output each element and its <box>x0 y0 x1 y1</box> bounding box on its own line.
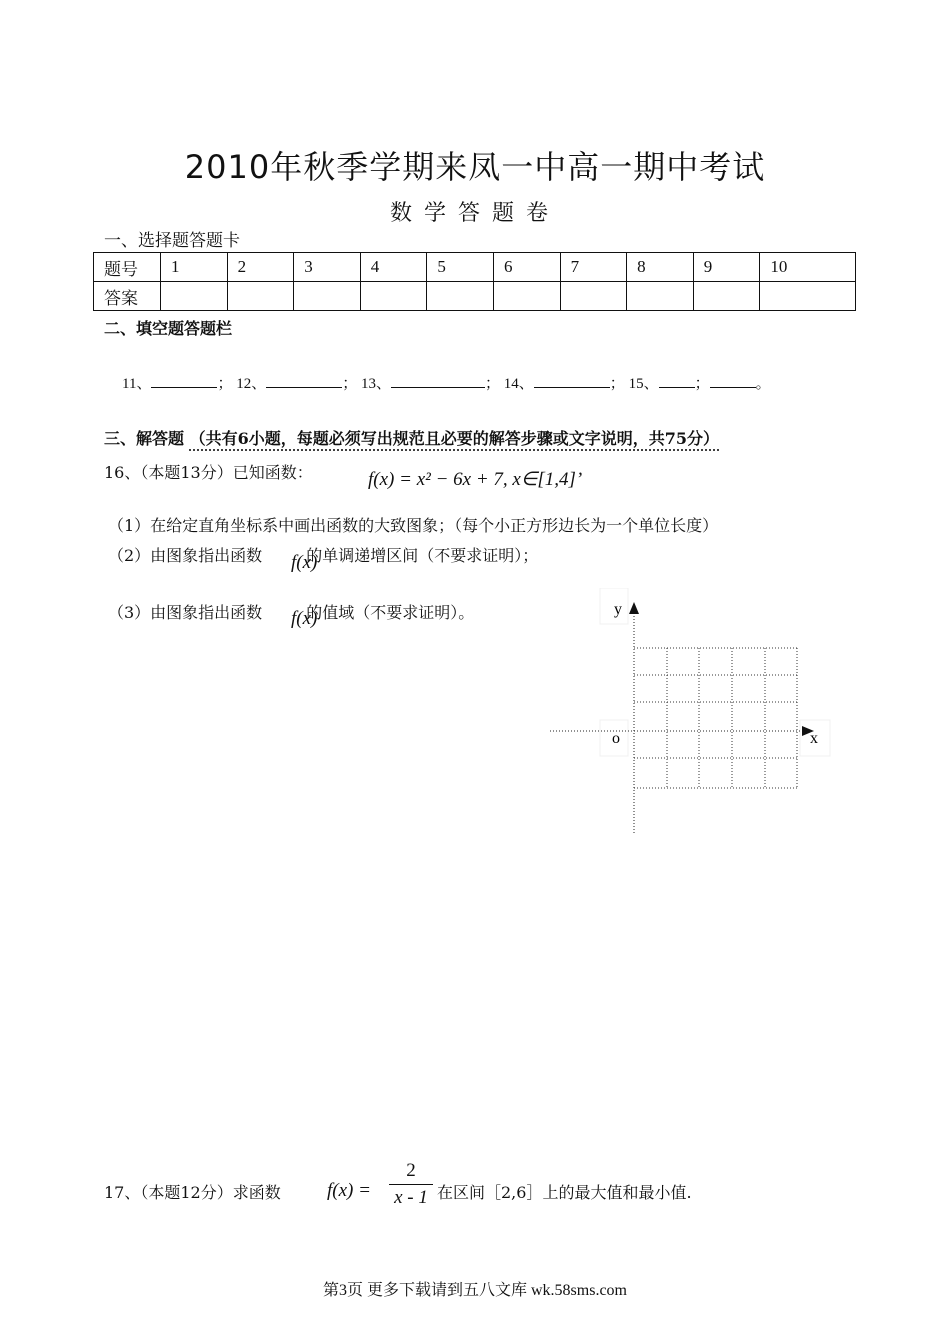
blank-12[interactable] <box>266 373 342 388</box>
section3-heading-line <box>104 426 719 449</box>
exam-subtitle: 数学答题卷 <box>389 201 560 226</box>
blank-15b[interactable] <box>710 373 756 388</box>
page-footer: 第3页 更多下载请到五八文库 wk.58sms.com <box>322 1282 627 1299</box>
question-number: 3 <box>294 253 361 282</box>
section3-note: （共有6小题，每题必须写出规范且必要的解答步骤或文字说明，共75分） <box>189 429 719 448</box>
separator: ； <box>485 376 501 392</box>
q17-fraction <box>389 1160 433 1209</box>
answer-cell[interactable] <box>493 282 560 311</box>
coordinate-grid <box>548 588 838 836</box>
section1-heading: 一、选择题答题卡 <box>104 231 240 251</box>
question-number: 6 <box>493 253 560 282</box>
q17-intro: 17、（本题12分）求函数 <box>104 1183 281 1202</box>
q16-sub2-post: 的单调递增区间（不要求证明）； <box>306 546 539 565</box>
q16-sub1: （1）在给定直角坐标系中画出函数的大致图象；（每个小正方形边长为一个单位长度） <box>108 516 719 535</box>
blank-11[interactable] <box>151 373 217 388</box>
answer-cell[interactable] <box>227 282 294 311</box>
blank-label-14: 14、 <box>503 376 534 392</box>
question-number: 8 <box>627 253 694 282</box>
question-number: 4 <box>360 253 427 282</box>
q16-sub2 <box>108 543 538 566</box>
question-number: 5 <box>427 253 494 282</box>
blank-15a[interactable] <box>659 373 695 388</box>
answer-cell[interactable] <box>360 282 427 311</box>
section2-heading: 二、填空题答题栏 <box>104 319 233 338</box>
section3-heading: 三、解答题 <box>104 429 185 448</box>
q16-intro: 16、（本题13分）已知函数： <box>104 463 313 482</box>
blank-label-12: 12、 <box>236 376 267 392</box>
q16-sub3-pre: （3）由图象指出函数 <box>108 603 263 622</box>
q16-sub3-fx: f(x) <box>291 608 318 629</box>
y-axis-arrow <box>629 602 639 614</box>
y-axis-label: y <box>614 601 622 618</box>
blank-14[interactable] <box>534 373 610 388</box>
question-number: 7 <box>560 253 627 282</box>
q16-sub2-pre: （2）由图象指出函数 <box>108 546 263 565</box>
q17-rest: 在区间［2,6］上的最大值和最小值. <box>437 1183 692 1202</box>
origin-label: o <box>612 730 620 747</box>
table-row-answers <box>94 282 856 311</box>
answer-cell[interactable] <box>760 282 856 311</box>
q16-sub2-fx: f(x) <box>291 552 318 573</box>
end-mark: 。 <box>755 376 771 392</box>
separator: ； <box>342 376 358 392</box>
table-row-numbers <box>94 253 856 282</box>
q17-fx: f(x) = <box>327 1180 371 1201</box>
grid-lines <box>634 648 797 788</box>
blank-label-11: 11、 <box>122 376 152 392</box>
blank-13[interactable] <box>391 373 485 388</box>
q17-numerator: 2 <box>389 1160 433 1185</box>
x-axis-label: x <box>810 730 818 747</box>
answer-cell[interactable] <box>161 282 228 311</box>
question-number: 10 <box>760 253 856 282</box>
choice-answer-table <box>93 252 856 311</box>
question-number: 1 <box>161 253 228 282</box>
separator: ； <box>694 376 710 392</box>
blank-label-15: 15、 <box>628 376 659 392</box>
answer-cell[interactable] <box>427 282 494 311</box>
separator: ； <box>609 376 625 392</box>
q16-formula: f(x) = x² − 6x + 7, x∈[1,4]’ <box>368 469 583 490</box>
row-label-number: 题号 <box>94 253 161 282</box>
exam-title: 2010年秋季学期来凤一中高一期中考试 <box>184 148 766 186</box>
q17-denominator: x - 1 <box>394 1187 428 1208</box>
blank-label-13: 13、 <box>361 376 392 392</box>
row-label-answer: 答案 <box>94 282 161 311</box>
fill-blank-line <box>122 372 771 393</box>
q16-sub3-post: 的值域（不要求证明）。 <box>306 603 475 622</box>
question-number: 2 <box>227 253 294 282</box>
separator: ； <box>217 376 233 392</box>
answer-cell[interactable] <box>627 282 694 311</box>
answer-cell[interactable] <box>294 282 361 311</box>
answer-cell[interactable] <box>693 282 760 311</box>
question-number: 9 <box>693 253 760 282</box>
answer-cell[interactable] <box>560 282 627 311</box>
